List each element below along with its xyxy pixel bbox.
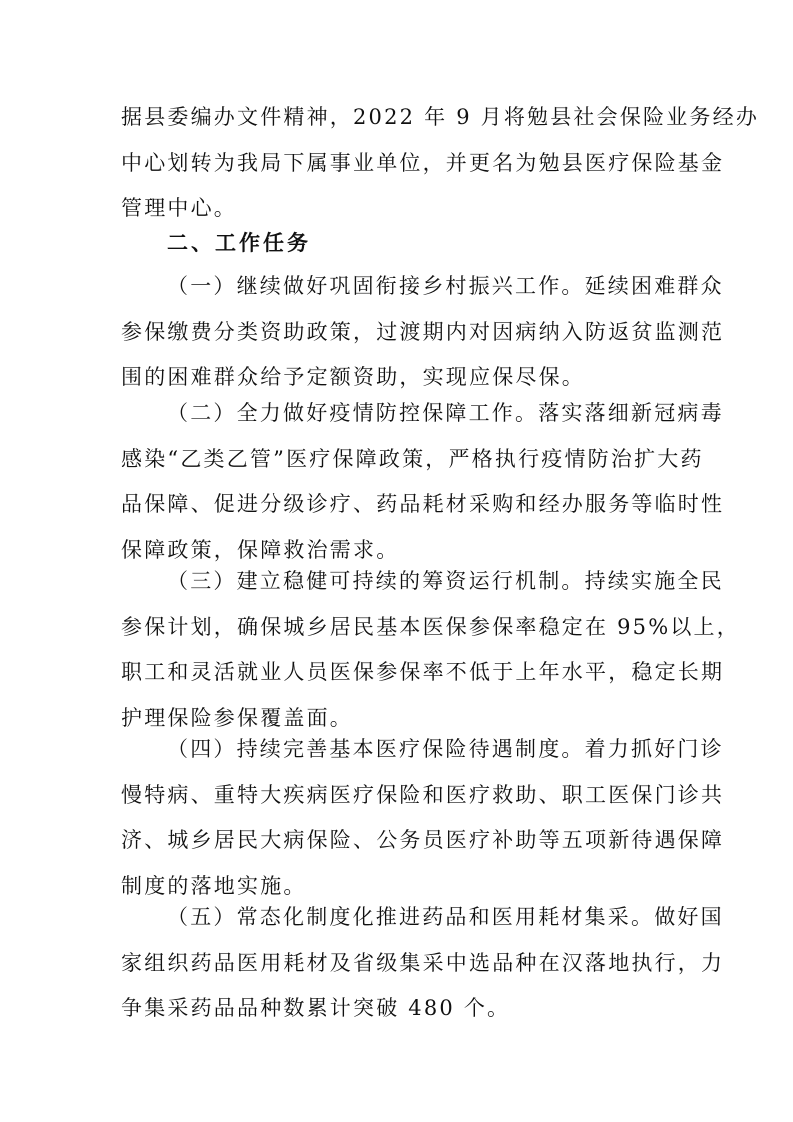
text-line: 保障政策，保障救治需求。 [121,537,400,562]
text-line: 争集采药品品种数累计突破 480 个。 [121,996,511,1020]
text-line: （一）继续做好巩固衔接乡村振兴工作。延续困难群众 [167,274,724,298]
text-line: 家组织药品医用耗材及省级集采中选品种在汉落地执行，力 [121,950,725,975]
text-line: 济、城乡居民大病保险、公务员医疗补助等五项新待遇保障 [121,828,725,852]
text-line: 据县委编办文件精神，2022 年 9 月将勉县社会保险业务经办 [121,105,760,129]
section-heading: 二、工作任务 [167,231,311,255]
text-line: 职工和灵活就业人员医保参保率不低于上年水平，稳定长期 [121,660,725,684]
text-line: 参保缴费分类资助政策，过渡期内对因病纳入防返贫监测范 [121,319,725,344]
paragraph-5 [121,895,725,1032]
paragraph-2 [121,391,725,573]
paragraph-3 [121,559,740,741]
text-line: 感染“乙类乙管”医疗保障政策，严格执行疫情防治扩大药 [121,446,704,471]
text-line: 围的困难群众给予定额资助，实现应保尽保。 [121,365,585,389]
text-line: 参保计划，确保城乡居民基本医保参保率稳定在 95%以上， [121,614,740,639]
paragraph-4 [121,727,725,909]
section-heading-block [121,221,681,267]
text-line: 品保障、促进分级诊疗、药品耗材采购和经办服务等临时性 [121,492,725,516]
paragraph-1 [121,264,725,401]
text-line: 制度的落地实施。 [121,873,307,898]
text-line: 护理保险参保覆盖面。 [121,705,353,730]
text-line: （四）持续完善基本医疗保险待遇制度。着力抓好门诊 [167,737,724,761]
text-line: （五）常态化制度化推进药品和医用耗材集采。做好国 [167,905,724,929]
text-line: 慢特病、重特大疾病医疗保险和医疗救助、职工医保门诊共 [121,782,725,807]
text-line: 中心划转为我局下属事业单位，并更名为勉县医疗保险基金 [121,150,725,175]
text-line: 管理中心。 [121,196,237,220]
text-line: （二）全力做好疫情防控保障工作。落实落细新冠病毒 [167,401,724,425]
text-line: （三）建立稳健可持续的筹资运行机制。持续实施全民 [167,569,724,593]
intro-paragraph [121,95,760,232]
